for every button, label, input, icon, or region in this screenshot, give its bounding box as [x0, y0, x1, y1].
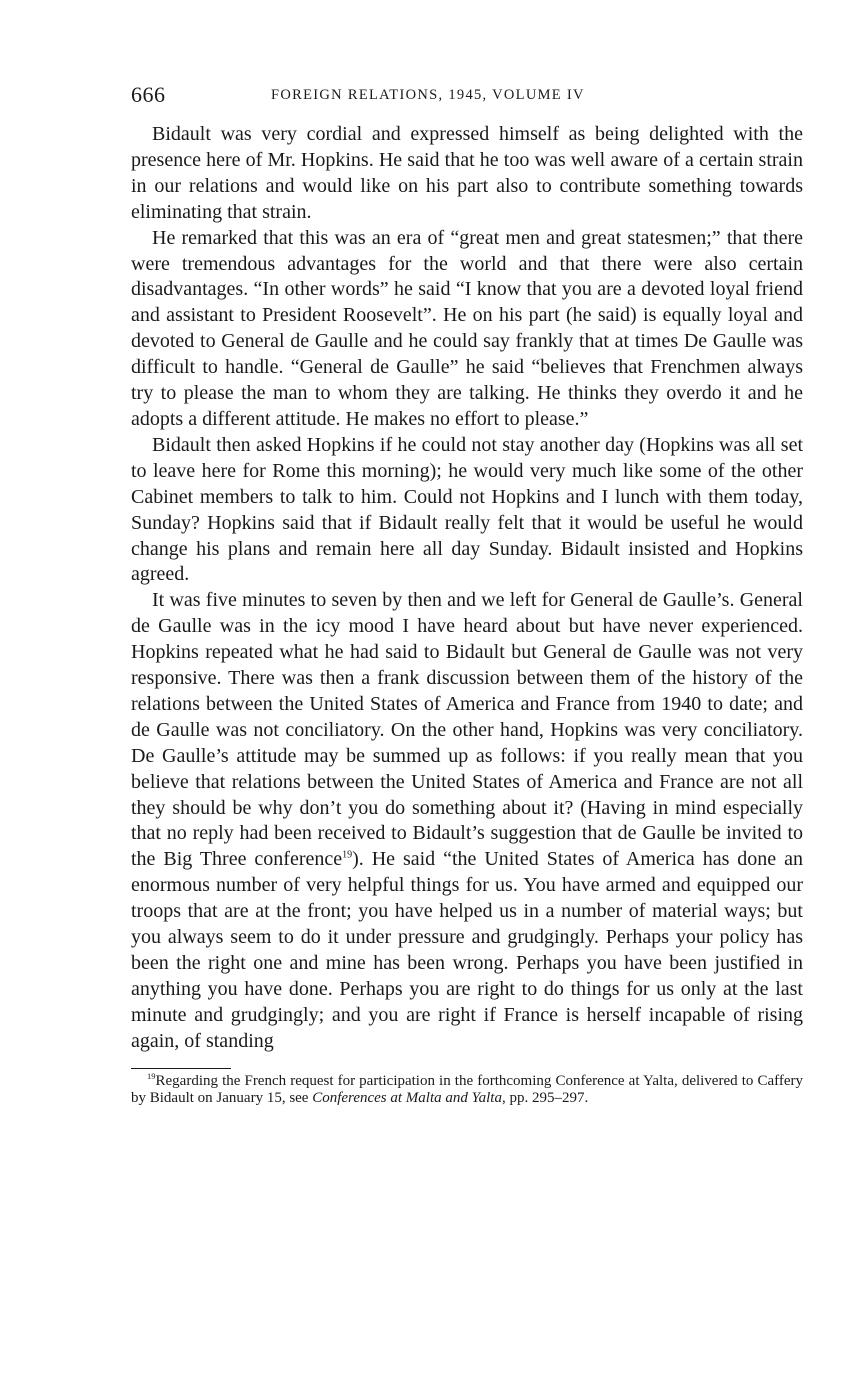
paragraph: Bidault was very cordial and expressed himself as being delighted with the presence here of Mr. Hopkins. He said that he too was well aware of a certain strain in our relations and would like on his part also to contribute something towards eliminating that strain.	[131, 123, 803, 223]
footnote-reference: 19	[342, 849, 353, 861]
paragraph: He remarked that this was an era of “great men and great statesmen;” that there were tremendous advantages for the world and that there were also certain disadvantages. “In other words” he said “I know that you are a devoted loyal friend and assistant to President Roosevelt”. He on his part (he said) is equally loyal and devoted to General de Gaulle and he could say frankly that at times De Gaulle was difficult to handle. “General de Gaulle” he said “believes that Frenchmen always try to please the man to whom they are talking. He thinks they overdo it and he adopts a different attitude. He makes no effort to please.”	[131, 226, 803, 430]
paragraph-text: It was five minutes to seven by then and we left for General de Gaulle’s. General de Gaulle was in the icy mood I have heard about but have never experienced. Hopkins repeated what he had said to Bidault but General de Gaulle was not very responsive. There was then a frank discussion between them of the history of the relations between the United States of America and France from 1940 to date; and de Gaulle was not conciliatory. On the other hand, Hopkins was very conciliatory. De Gaulle’s attitude may be summed up as follows: if you really mean that you believe that relations between the United States of America and France are not all they should be why don’t you do something about it? (Having in mind especially that no reply had been received to Bidault’s suggestion that de Gaulle be invited to the Big Three conference	[131, 589, 803, 871]
paragraph: Bidault then asked Hopkins if he could not stay another day (Hopkins was all set to leave here for Rome this morning); he would very much like some of the other Cabinet members to talk to him. Could not Hopkins and I lunch with them today, Sunday? Hopkins said that if Bidault really felt that it would be useful he would change his plans and remain here all day Sunday. Bidault insisted and Hopkins agreed.	[131, 433, 803, 586]
body-text	[131, 122, 803, 1055]
document-page	[131, 82, 803, 1107]
running-head: FOREIGN RELATIONS, 1945, VOLUME IV	[271, 87, 585, 103]
footnote-pages: , pp. 295–297.	[501, 1089, 589, 1106]
paragraph-text: ). He said “the United States of America has done an enormous number of very helpful things for us. You have armed and equipped our troops that are at the front; you have helped us in a number of material ways; but you always seem to do it under pressure and grudgingly. Perhaps your policy has been the right one and mine has been wrong. Perhaps you have been justified in anything you have done. Perhaps you are right to do things for us only at the last minute and grudgingly; and you are right if France is herself incapable of rising again, of standing	[131, 848, 803, 1052]
footnote-citation-title: Conferences at Malta and Yalta	[312, 1089, 502, 1106]
paragraph	[131, 588, 803, 1054]
footnote	[131, 1070, 803, 1107]
footnote-divider	[131, 1068, 231, 1069]
page-header	[131, 82, 803, 112]
page-number: 666	[131, 82, 166, 107]
footnote-text: Regarding the French request for participation in the forthcoming Conference at Yalta, delivered to Caffery by Bidault on January 15, see	[131, 1072, 803, 1106]
footnote-number: 19	[147, 1070, 156, 1081]
